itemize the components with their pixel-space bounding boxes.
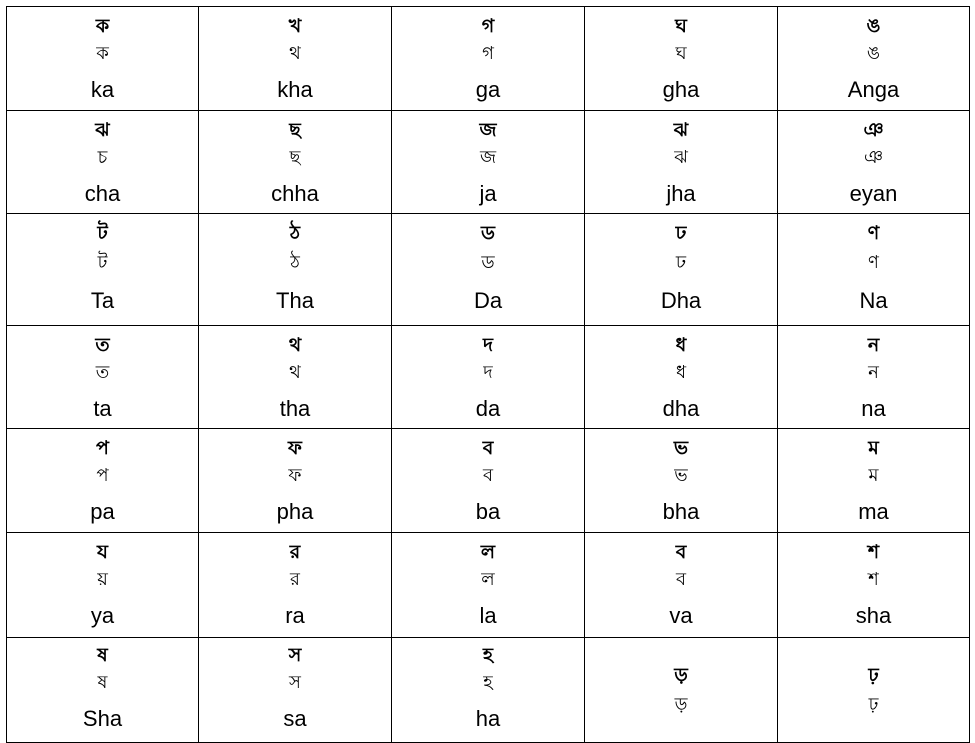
consonant-cell-content [392,214,584,325]
primary-glyph: ঘ [675,15,687,37]
transliteration-label: jha [666,181,696,206]
primary-glyph: ধ [675,334,687,356]
primary-glyph: শ [867,541,880,563]
consonant-cell [7,7,199,111]
table-row [7,533,970,638]
primary-glyph: ঢ় [868,664,879,686]
consonant-cell-content [778,111,969,213]
consonant-cell-content [7,111,198,213]
primary-glyph: ভ [673,437,689,459]
secondary-glyph: শ [868,569,879,590]
transliteration-label: da [475,396,501,421]
transliteration-label: ka [90,77,115,102]
consonant-cell [585,429,778,533]
consonant-cell-content [585,533,777,637]
transliteration-label: la [479,603,497,628]
table-row [7,429,970,533]
consonant-cell [7,214,199,326]
primary-glyph: ছ [289,119,301,141]
consonant-cell-content [392,533,584,637]
consonant-cell-content [199,638,391,742]
transliteration-label: ga [475,77,501,102]
primary-glyph: ত [95,334,110,356]
transliteration-label: Da [473,288,503,313]
consonant-cell [585,111,778,214]
consonant-cell-content [392,429,584,532]
transliteration-label: Sha [82,706,123,731]
transliteration-label: ra [285,603,305,628]
secondary-glyph: ধ [675,362,687,383]
table-row [7,326,970,429]
primary-glyph: হ [483,644,493,666]
consonant-cell [778,533,970,638]
consonant-cell-content [778,533,969,637]
primary-glyph: ড় [674,664,688,686]
secondary-glyph: ঝ [674,147,688,168]
transliteration-label: cha [84,181,121,206]
consonant-cell [7,111,199,214]
consonant-cell [7,429,199,533]
transliteration-label: ha [475,706,501,731]
consonant-cell [585,326,778,429]
primary-glyph: ট [97,222,108,244]
consonant-cell [585,533,778,638]
consonant-cell [199,111,392,214]
primary-glyph: ষ [97,644,108,666]
transliteration-label: ya [90,603,115,628]
consonant-cell [778,111,970,214]
consonant-cell [585,7,778,111]
consonant-cell-content [392,326,584,428]
secondary-glyph: জ [479,147,497,168]
consonant-cell [778,214,970,326]
primary-glyph: গ [481,15,495,37]
primary-glyph: ন [867,334,880,356]
consonant-cell [7,326,199,429]
consonant-cell [199,326,392,429]
transliteration-label: ma [858,499,889,524]
consonant-cell-content [199,7,391,110]
consonant-cell [778,638,970,743]
secondary-glyph: ষ [97,672,108,693]
secondary-glyph: ট [97,252,108,273]
consonant-table [6,6,970,743]
consonant-cell [199,214,392,326]
consonant-cell-content [7,638,198,742]
primary-glyph: ক [95,15,110,37]
primary-glyph: জ [479,119,497,141]
secondary-glyph: ব [675,569,687,590]
primary-glyph: প [96,437,109,459]
primary-glyph: ল [480,541,496,563]
secondary-glyph: ঢ় [868,694,879,715]
primary-glyph: ণ [867,222,880,244]
consonant-cell [392,638,585,743]
consonant-cell-content [7,7,198,110]
primary-glyph: ঙ [866,15,881,37]
consonant-cell-content [778,638,969,742]
secondary-glyph: থ [289,362,301,383]
consonant-cell-content [585,429,777,532]
secondary-glyph: ক [96,43,109,64]
secondary-glyph: য় [97,569,108,590]
transliteration-label: dha [662,396,700,421]
primary-glyph: থ [288,334,302,356]
table-row [7,7,970,111]
secondary-glyph: দ [483,362,493,383]
transliteration-label: Tha [276,288,314,313]
secondary-glyph: ল [481,569,495,590]
primary-glyph: ম [868,437,879,459]
consonant-cell-content [778,429,969,532]
consonant-cell-content [778,214,969,325]
consonant-cell [585,638,778,743]
transliteration-label: na [861,396,886,421]
transliteration-label: Dha [660,288,702,313]
transliteration-label: ta [93,396,112,421]
consonant-cell-content [585,326,777,428]
primary-glyph: য [97,541,108,563]
table-row [7,214,970,326]
primary-glyph: স [288,644,302,666]
consonant-cell-content [199,326,391,428]
secondary-glyph: ঙ [866,43,881,64]
consonant-cell-content [585,214,777,325]
consonant-cell [7,638,199,743]
consonant-cell-content [392,7,584,110]
consonant-cell-content [7,429,198,532]
primary-glyph: র [289,541,301,563]
secondary-glyph: ছ [289,147,301,168]
primary-glyph: ঢ [675,222,687,244]
consonant-cell-content [585,638,777,742]
transliteration-label: eyan [849,181,898,206]
secondary-glyph: ত [95,362,110,383]
consonant-cell-content [585,7,777,110]
consonant-cell [392,429,585,533]
secondary-glyph: ড় [674,694,688,715]
secondary-glyph: ঢ [675,252,687,273]
primary-glyph: ড [481,222,495,244]
transliteration-label: va [669,603,693,628]
consonant-cell [392,7,585,111]
primary-glyph: ব [482,437,494,459]
secondary-glyph: ঠ [290,252,300,273]
primary-glyph: ঞ [863,119,884,141]
consonant-cell [585,214,778,326]
consonant-cell-content [7,533,198,637]
transliteration-label: bha [662,499,700,524]
consonant-cell-content [199,533,391,637]
consonant-cell-content [199,429,391,532]
secondary-glyph: থ [289,43,301,64]
consonant-table-body [7,7,970,743]
transliteration-label: ja [479,181,497,206]
consonant-cell-content [392,638,584,742]
consonant-cell [778,7,970,111]
transliteration-label: Na [859,288,888,313]
secondary-glyph: ম [868,465,879,486]
consonant-cell-content [199,111,391,213]
primary-glyph: ঝ [673,119,689,141]
secondary-glyph: গ [482,43,494,64]
secondary-glyph: ফ [288,465,302,486]
consonant-cell [392,326,585,429]
consonant-cell [392,214,585,326]
transliteration-label: kha [277,77,313,102]
table-row [7,638,970,743]
secondary-glyph: চ [97,147,108,168]
secondary-glyph: ন [868,362,879,383]
consonant-cell [392,533,585,638]
secondary-glyph: ড [481,252,495,273]
primary-glyph: ব [675,541,687,563]
consonant-cell-content [199,214,391,325]
primary-glyph: দ [483,334,493,356]
consonant-cell [199,429,392,533]
consonant-cell [778,326,970,429]
consonant-cell [199,533,392,638]
transliteration-label: Anga [847,77,900,102]
consonant-cell-content [7,326,198,428]
secondary-glyph: স [289,672,301,693]
primary-glyph: ঝ [95,119,110,141]
consonant-cell [7,533,199,638]
secondary-glyph: র [290,569,300,590]
secondary-glyph: ণ [868,252,879,273]
secondary-glyph: ব [482,465,494,486]
transliteration-label: tha [279,396,311,421]
consonant-cell [199,638,392,743]
transliteration-label: ba [475,499,501,524]
consonant-cell-content [585,111,777,213]
consonant-cell [778,429,970,533]
transliteration-label: sha [855,603,892,628]
consonant-cell [392,111,585,214]
primary-glyph: খ [288,15,302,37]
transliteration-label: gha [662,77,700,102]
transliteration-label: sa [283,706,307,731]
transliteration-label: chha [271,181,319,206]
secondary-glyph: ঘ [675,43,687,64]
consonant-cell-content [7,214,198,325]
primary-glyph: ফ [288,437,302,459]
secondary-glyph: প [96,465,109,486]
transliteration-label: pha [276,499,314,524]
transliteration-label: Ta [90,288,115,313]
consonant-cell-content [778,7,969,110]
table-row [7,111,970,214]
consonant-cell [199,7,392,111]
secondary-glyph: হ [483,672,493,693]
consonant-cell-content [778,326,969,428]
secondary-glyph: ঞ [863,147,883,168]
primary-glyph: ঠ [289,222,301,244]
secondary-glyph: ভ [674,465,688,486]
consonant-cell-content [392,111,584,213]
transliteration-label: pa [90,499,115,524]
